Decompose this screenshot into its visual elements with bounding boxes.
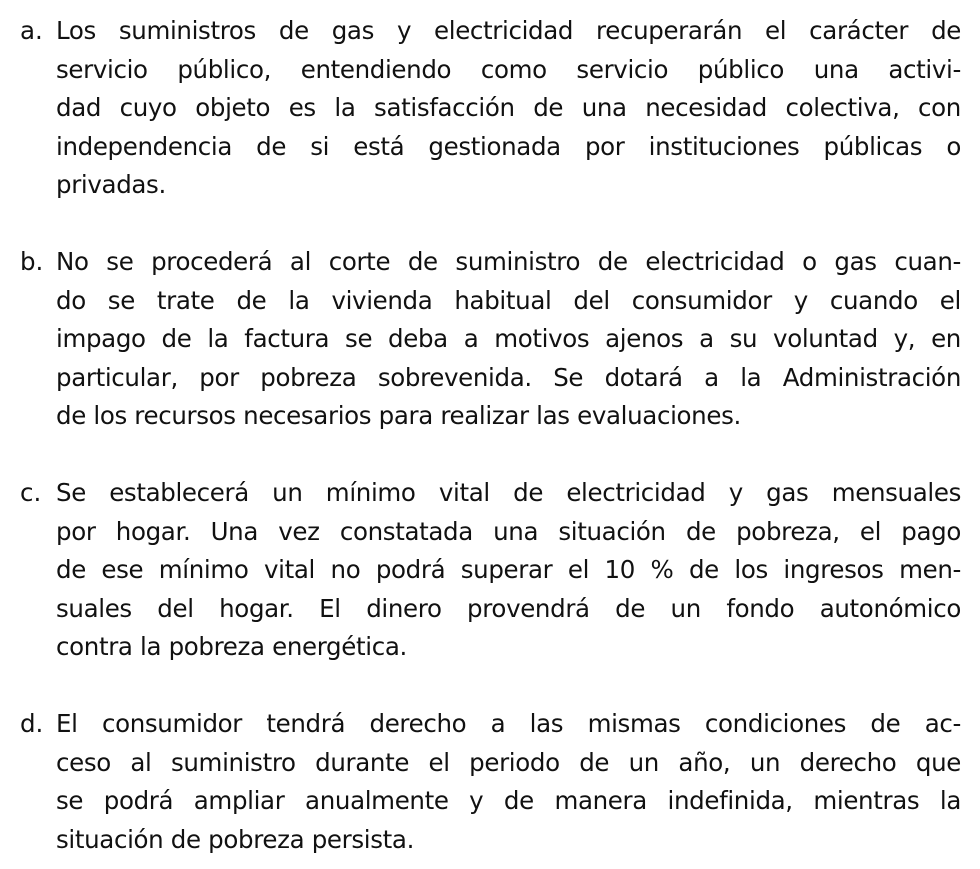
text-line: suales del hogar. El dinero provendrá de un fondo autonómico — [56, 593, 961, 623]
text-line: situación de pobreza persista. — [56, 824, 415, 854]
list-marker: c. — [20, 478, 42, 507]
list-marker: b. — [20, 247, 44, 276]
text-line: particular, por pobreza sobrevenida. Se dotará a la Administración — [56, 362, 961, 392]
text-line: se podrá ampliar anualmente y de manera indefinida, mientras la — [56, 786, 961, 815]
text-line: servicio público, entendiendo como servicio público una activi- — [56, 54, 961, 84]
text-line: Los suministros de gas y electricidad recuperarán el carácter de — [56, 16, 961, 45]
text-line: El consumidor tendrá derecho a las mismas condiciones de ac- — [56, 709, 961, 738]
text-line: Se establecerá un mínimo vital de electricidad y gas mensuales — [56, 478, 961, 507]
text-line: No se procederá al corte de suministro de electricidad o gas cuan- — [56, 247, 961, 276]
list-marker: d. — [20, 709, 44, 738]
text-line: privadas. — [56, 170, 166, 199]
text-line: independencia de si está gestionada por instituciones públicas o — [56, 131, 961, 161]
text-line: por hogar. Una vez constatada una situación de pobreza, el pago — [56, 516, 961, 546]
text-line: do se trate de la vivienda habitual del consumidor y cuando el — [56, 285, 961, 315]
list-marker: a. — [20, 16, 43, 45]
text-line: ceso al suministro durante el periodo de un año, un derecho que — [56, 747, 961, 777]
text-line: de ese mínimo vital no podrá superar el 10 % de los ingresos men- — [56, 555, 961, 584]
text-line: dad cuyo objeto es la satisfacción de una necesidad colectiva, con — [56, 93, 961, 122]
text-line: de los recursos necesarios para realizar las evaluaciones. — [56, 401, 741, 430]
text-line: impago de la factura se deba a motivos ajenos a su voluntad y, en — [56, 324, 961, 353]
text-line: contra la pobreza energética. — [56, 632, 407, 661]
